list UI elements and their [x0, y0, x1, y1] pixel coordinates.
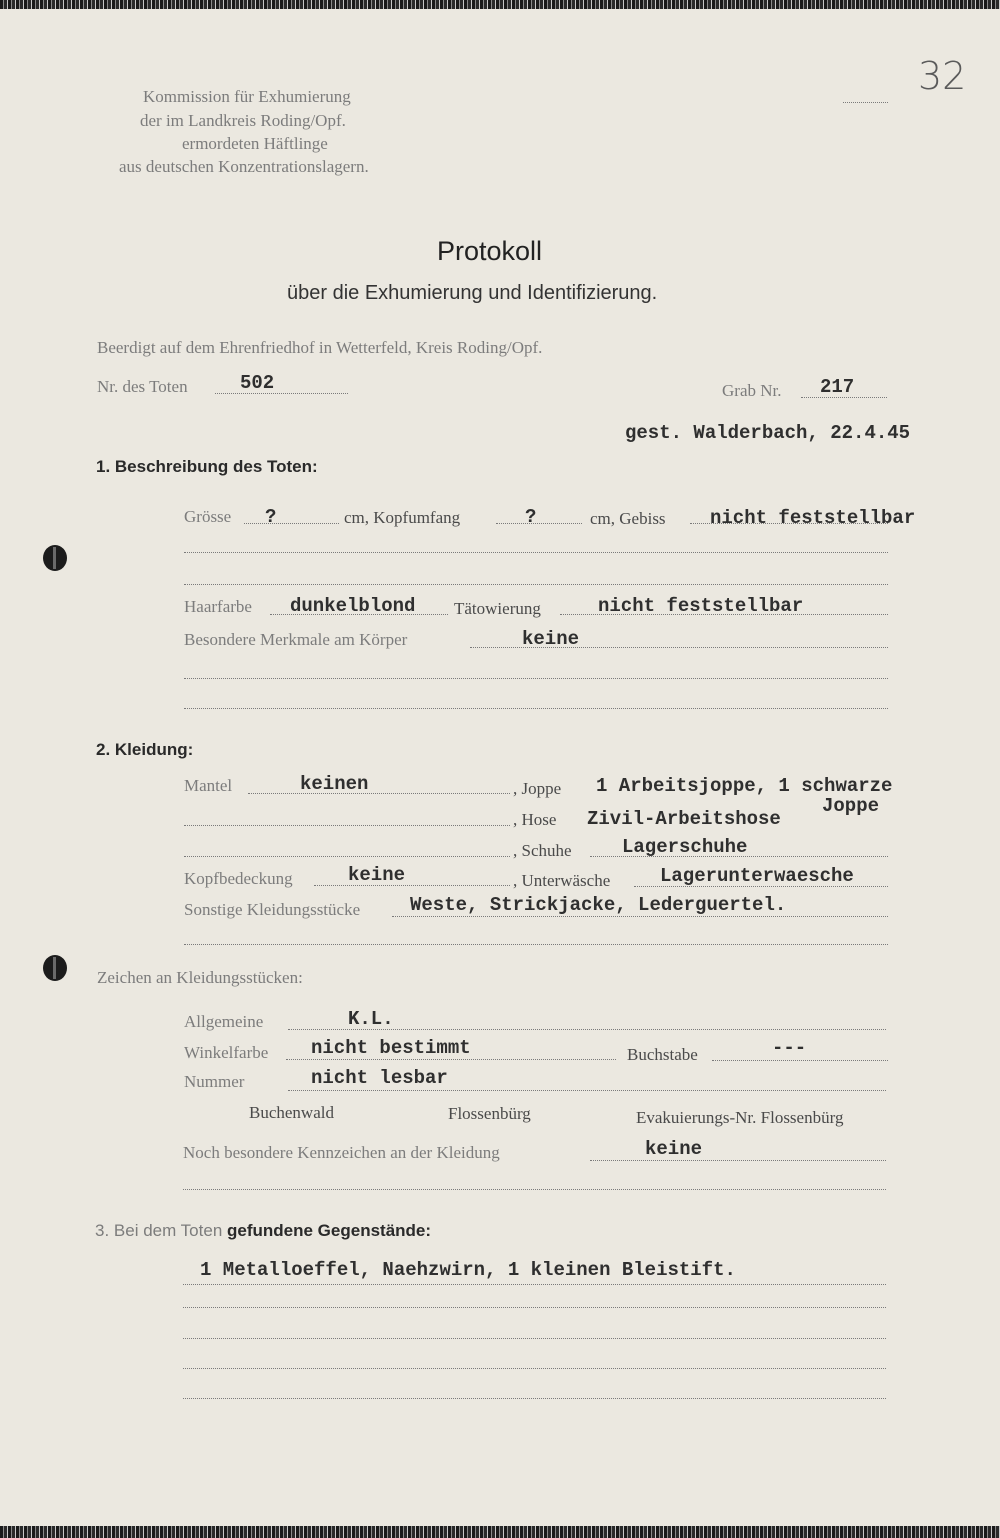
camp-buchenwald: Buchenwald — [249, 1103, 334, 1122]
hose-blank-line — [184, 825, 510, 826]
grave-number-label: Grab Nr. — [722, 381, 782, 400]
death-note: gest. Walderbach, 22.4.45 — [625, 422, 911, 444]
kopfbedeckung-value: keine — [348, 864, 406, 886]
blank-line-2 — [184, 584, 888, 585]
merkmale-label: Besondere Merkmale am Körper — [184, 630, 408, 649]
section3-heading — [95, 1221, 431, 1241]
found-items: 1 Metalloeffel, Naehzwirn, 1 kleinen Bleistift. — [200, 1259, 736, 1281]
buchstabe-line — [712, 1060, 888, 1061]
mantel-label: Mantel — [184, 776, 233, 795]
schuhe-value: Lagerschuhe — [622, 836, 748, 858]
joppe-value: 1 Arbeitsjoppe, 1 schwarze — [596, 775, 893, 797]
dead-number-label: Nr. des Toten — [97, 377, 188, 396]
nummer-label: Nummer — [184, 1072, 245, 1091]
commission-line-3: ermordeten Häftlinge — [182, 134, 328, 153]
winkelfarbe-line — [286, 1059, 616, 1060]
dead-number-line — [215, 393, 348, 394]
noch-value: keine — [645, 1138, 703, 1160]
pagenum-dash — [843, 102, 888, 103]
noch-label: Noch besondere Kennzeichen an der Kleidung — [183, 1143, 500, 1162]
groesse-value: ? — [265, 506, 277, 528]
allgemeine-label: Allgemeine — [184, 1012, 264, 1031]
sonstige-line — [392, 916, 888, 917]
unterwaesche-label: , Unterwäsche — [513, 871, 611, 890]
sonstige-label: Sonstige Kleidungsstücke — [184, 900, 361, 919]
page-number: 32 — [918, 54, 967, 98]
section3-heading-rest: gefundene Gegenstände: — [227, 1221, 432, 1240]
scan-edge-bottom — [0, 1526, 1000, 1538]
winkelfarbe-label: Winkelfarbe — [184, 1043, 269, 1062]
section1-heading — [96, 457, 318, 477]
blank-line-1 — [184, 552, 888, 553]
joppe-value-2: Joppe — [822, 795, 880, 817]
merkmale-value: keine — [522, 628, 580, 650]
haarfarbe-label: Haarfarbe — [184, 597, 252, 616]
kopfumfang-value: ? — [525, 506, 537, 528]
burial-line: Beerdigt auf dem Ehrenfriedhof in Wetterfeld, Kreis Roding/Opf. — [97, 338, 543, 357]
buchstabe-value: --- — [772, 1037, 807, 1059]
evakuierungs-nr: Evakuierungs-Nr. Flossenbürg — [636, 1108, 844, 1127]
buchstabe-label: Buchstabe — [627, 1045, 698, 1064]
items-line-1 — [183, 1284, 886, 1285]
scan-edge-top — [0, 0, 1000, 9]
blank-line-3 — [184, 678, 888, 679]
hose-label: , Hose — [513, 810, 557, 829]
kopfumfang-line — [496, 523, 582, 524]
commission-line-1: Kommission für Exhumierung — [143, 87, 351, 106]
groesse-unit: cm, Kopfumfang — [344, 508, 461, 527]
taetowierung-label: Tätowierung — [454, 599, 541, 618]
groesse-line — [244, 523, 339, 524]
sonstige-value: Weste, Strickjacke, Lederguertel. — [410, 894, 787, 916]
allgemeine-value: K.L. — [348, 1008, 394, 1030]
zeichen-heading: Zeichen an Kleidungsstücken: — [97, 968, 303, 987]
punch-hole-upper — [43, 545, 67, 571]
kopfbedeckung-label: Kopfbedeckung — [184, 869, 293, 888]
schuhe-blank-line — [184, 856, 510, 857]
blank-line-6 — [183, 1189, 886, 1190]
dead-number-value: 502 — [240, 372, 275, 394]
mantel-line — [248, 793, 510, 794]
taetowierung-value: nicht feststellbar — [598, 595, 804, 617]
page-subtitle: über die Exhumierung und Identifizierung. — [287, 282, 658, 304]
gebiss-value: nicht feststellbar — [710, 507, 916, 529]
commission-line-2: der im Landkreis Roding/Opf. — [140, 111, 346, 130]
section2-heading — [96, 740, 193, 760]
items-line-5 — [183, 1398, 886, 1399]
nummer-value: nicht lesbar — [311, 1067, 448, 1089]
schuhe-label: , Schuhe — [513, 841, 572, 860]
groesse-label: Grösse — [184, 507, 232, 526]
section1-heading-text: 1. Beschreibung des Toten: — [96, 457, 318, 476]
mantel-value: keinen — [300, 773, 369, 795]
kopfumfang-unit: cm, Gebiss — [590, 509, 666, 528]
nummer-line — [288, 1090, 886, 1091]
punch-hole-lower — [43, 955, 67, 981]
noch-line — [590, 1160, 886, 1161]
unterwaesche-value: Lagerunterwaesche — [660, 865, 854, 887]
winkelfarbe-value: nicht bestimmt — [311, 1037, 471, 1059]
commission-line-4: aus deutschen Konzentrationslagern. — [119, 157, 369, 176]
section3-heading-prefix: 3. Bei dem Toten — [95, 1221, 223, 1240]
page-title: Protokoll — [437, 236, 543, 266]
blank-line-5 — [184, 944, 888, 945]
joppe-label: , Joppe — [513, 779, 562, 798]
grave-number-value: 217 — [820, 376, 855, 398]
blank-line-4 — [184, 708, 888, 709]
kopfbedeckung-line — [314, 885, 510, 886]
camp-flossenbuerg: Flossenbürg — [448, 1104, 531, 1123]
section2-heading-text: 2. Kleidung: — [96, 740, 194, 759]
haarfarbe-value: dunkelblond — [290, 595, 416, 617]
items-line-4 — [183, 1368, 886, 1369]
items-line-2 — [183, 1307, 886, 1308]
hose-value: Zivil-Arbeitshose — [587, 808, 781, 830]
items-line-3 — [183, 1338, 886, 1339]
